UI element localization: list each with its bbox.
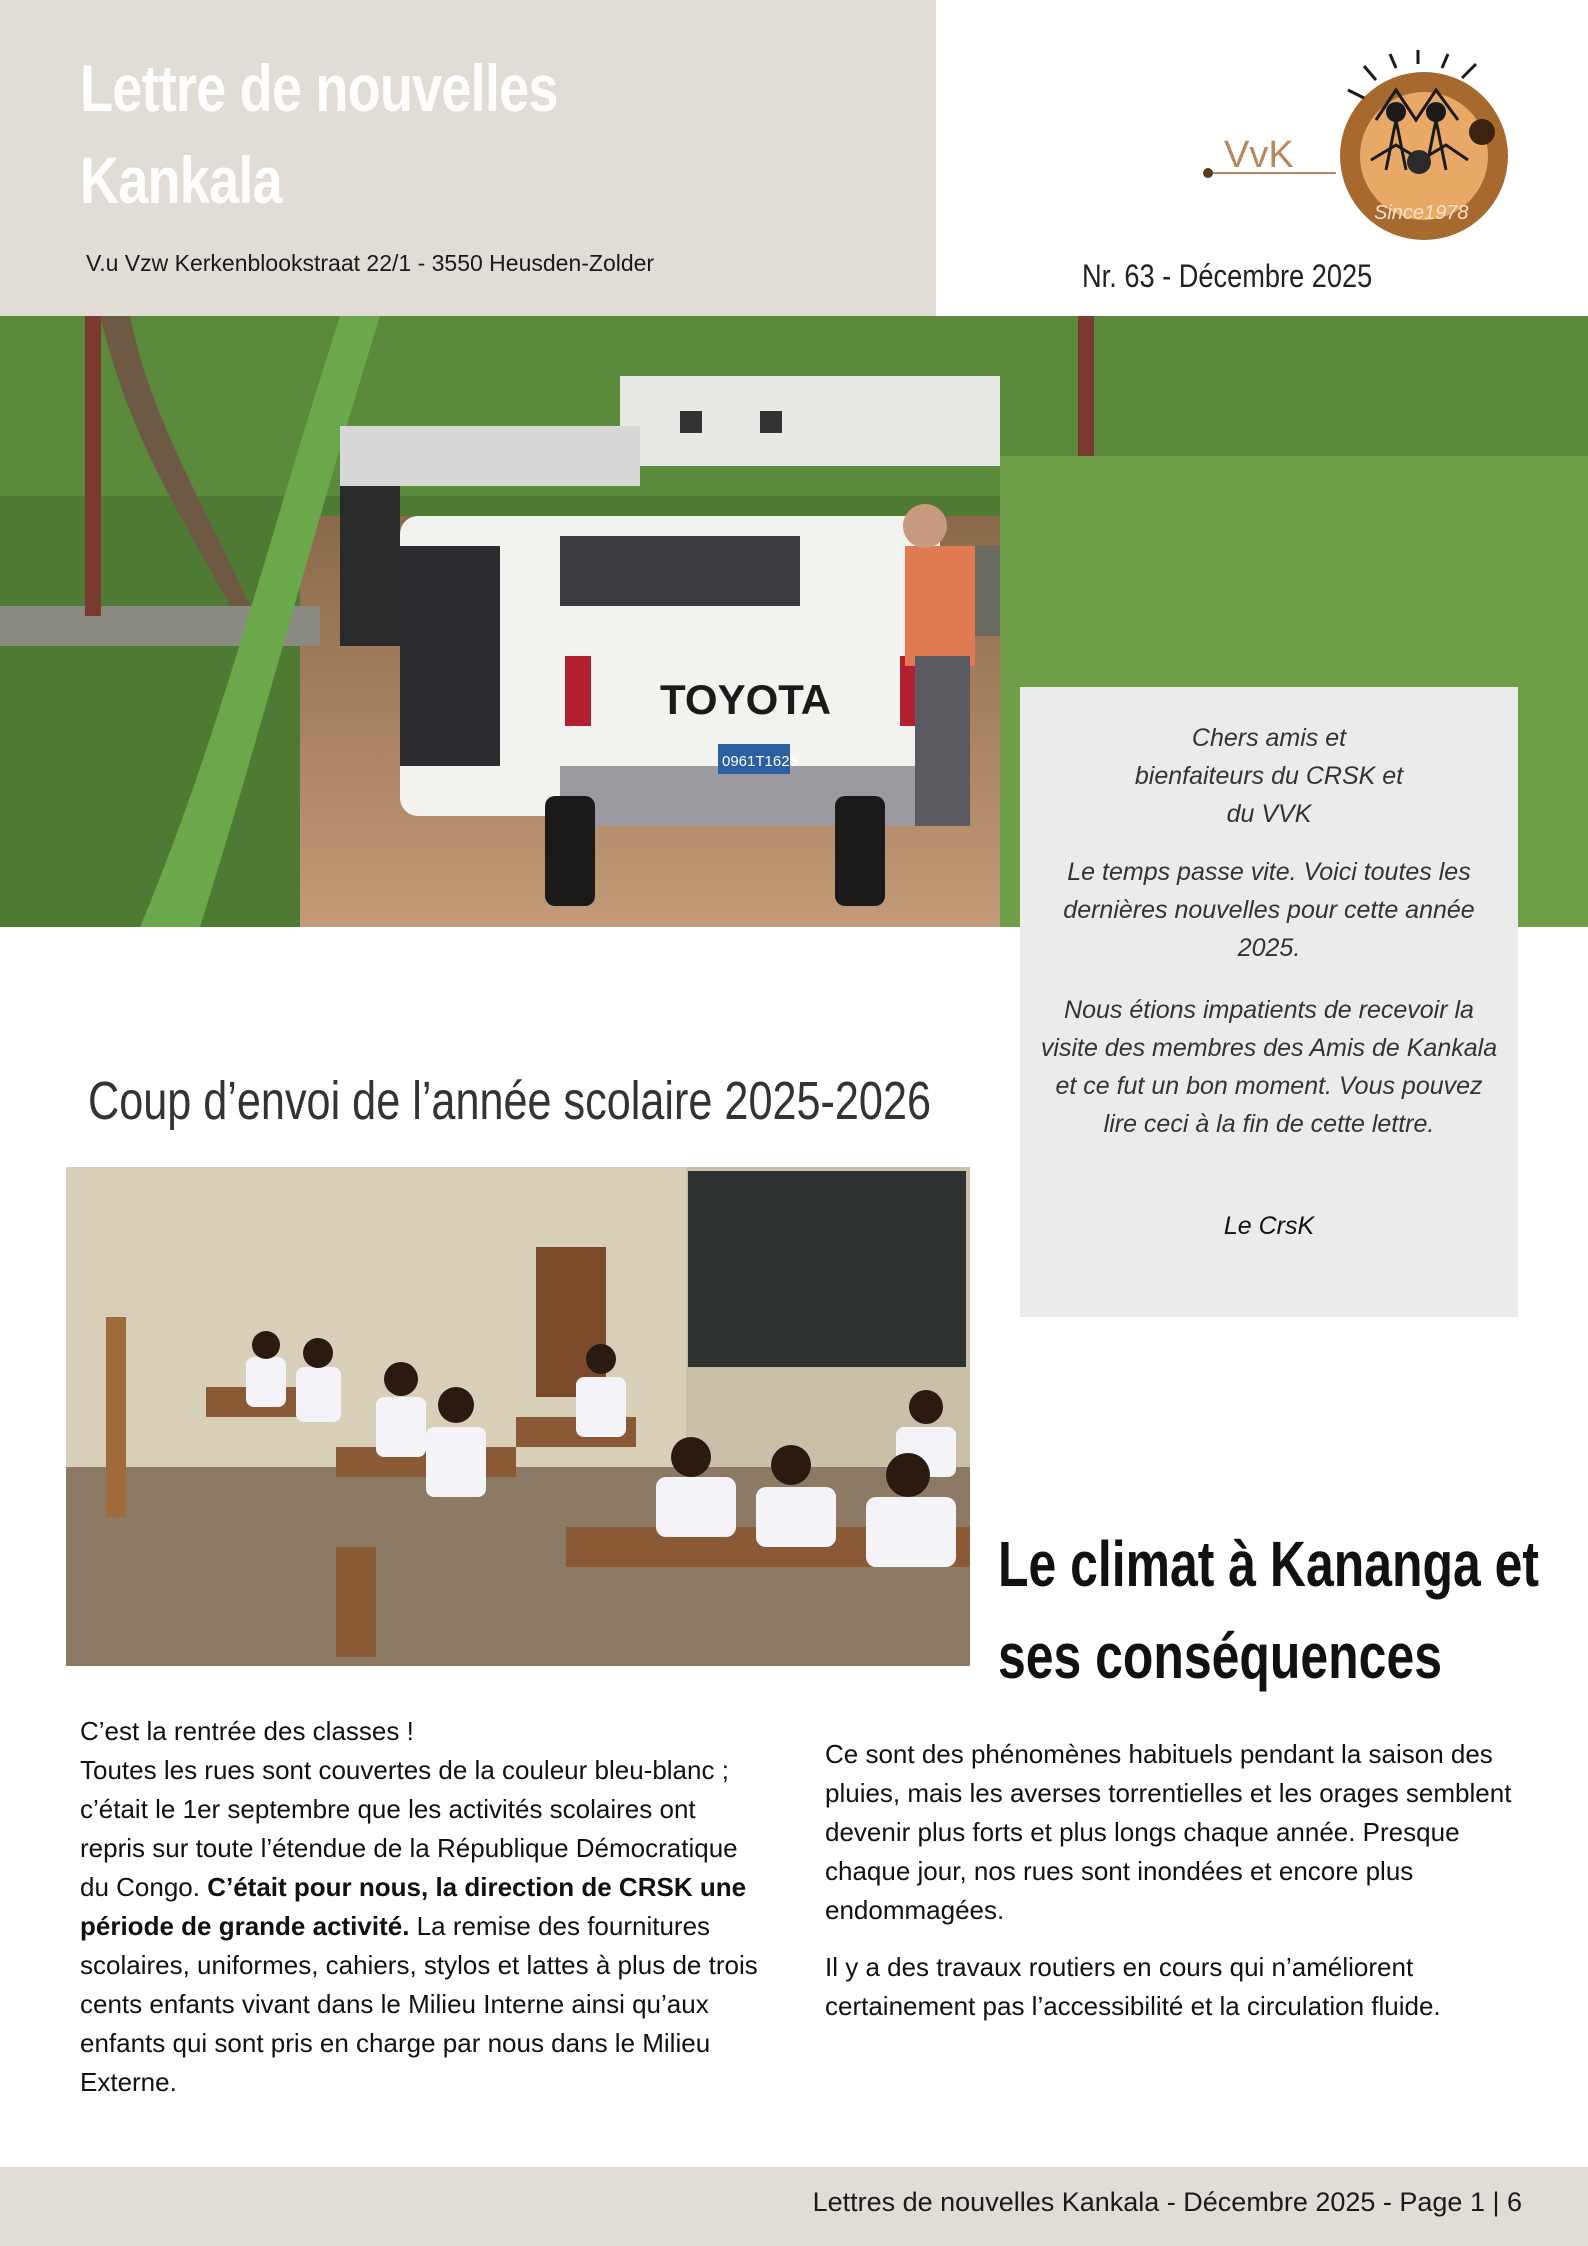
letter-paragraph-1: Le temps passe vite. Voici toutes les dernières nouvelles pour cette année 2025. xyxy=(1063,858,1475,962)
footer-text: Lettres de nouvelles Kankala - Décembre 2025 - Page 1 | 6 xyxy=(812,2187,1522,2217)
article-heading-climate: Le climat à Kananga et ses conséquences xyxy=(998,1528,1539,1692)
letter-paragraph-2: Nous étions impatients de recevoir la visite des membres des Amis de Kankala et ce fut un bon moment. Vous pouvez lire ceci à la fin de cette lettre. xyxy=(1040,996,1498,1138)
page-footer xyxy=(0,2167,1588,2246)
article-heading-school-year: Coup d’envoi de l’année scolaire 2025-2026 xyxy=(88,1071,932,1131)
truck-plate-text: 0961T1626 xyxy=(722,753,798,770)
article-climate-paragraph-2: Il y a des travaux routiers en cours qui n’améliorent certainement pas l’accessibilité et la circulation fluide. xyxy=(825,1952,1441,2021)
classroom-photo xyxy=(66,1167,970,1666)
article-climate-paragraph-1: Ce sont des phénomènes habituels pendant la saison des pluies, mais les averses torrentielles et les orages semblent devenir plus forts et plus longs chaque année. Presque chaque jour, nos rues sont inondées et encore plus endommagées. xyxy=(825,1739,1512,1925)
article-school-text-b: La remise des fournitures scolaires, uniformes, cahiers, stylos et lattes à plus de trois cents enfants vivant dans le Milieu Interne ainsi qu’aux enfants qui sont pris en charge par nous dans le Milieu Externe. xyxy=(80,1911,758,2097)
article-school-bold-text: C’était pour nous, la direction de CRSK une période de grande activité. xyxy=(80,1872,747,1941)
logo-text: VvK xyxy=(1224,134,1294,176)
logo-since-text: Since1978 xyxy=(1374,202,1469,224)
article-school-intro: C’est la rentrée des classes ! xyxy=(80,1716,414,1746)
letter-signature: Le CrsK xyxy=(1223,1212,1315,1240)
issue-number: Nr. 63 - Décembre 2025 xyxy=(1082,258,1373,294)
article-climate-body xyxy=(825,1735,1525,2044)
newsletter-title-line2: Kankala xyxy=(80,143,282,217)
article-school-body xyxy=(80,1712,760,2102)
article-school-text-a: Toutes les rues sont couvertes de la couleur bleu-blanc ; c’était le 1er septembre que les activités scolaires ont repris sur toute l’étendue de la République Démocratique du Congo. xyxy=(80,1755,738,1902)
article-school-paragraph xyxy=(80,1751,760,2102)
publisher-address: V.u Vzw Kerkenblookstraat 22/1 - 3550 Heusden-Zolder xyxy=(86,250,655,276)
newsletter-title-line1: Lettre de nouvelles xyxy=(80,51,558,125)
truck-brand-text: TOYOTA xyxy=(660,676,832,723)
letter-greeting: Chers amis et bienfaiteurs du CRSK et du VVK xyxy=(1134,724,1404,828)
editorial-letter-box xyxy=(1020,687,1518,1317)
